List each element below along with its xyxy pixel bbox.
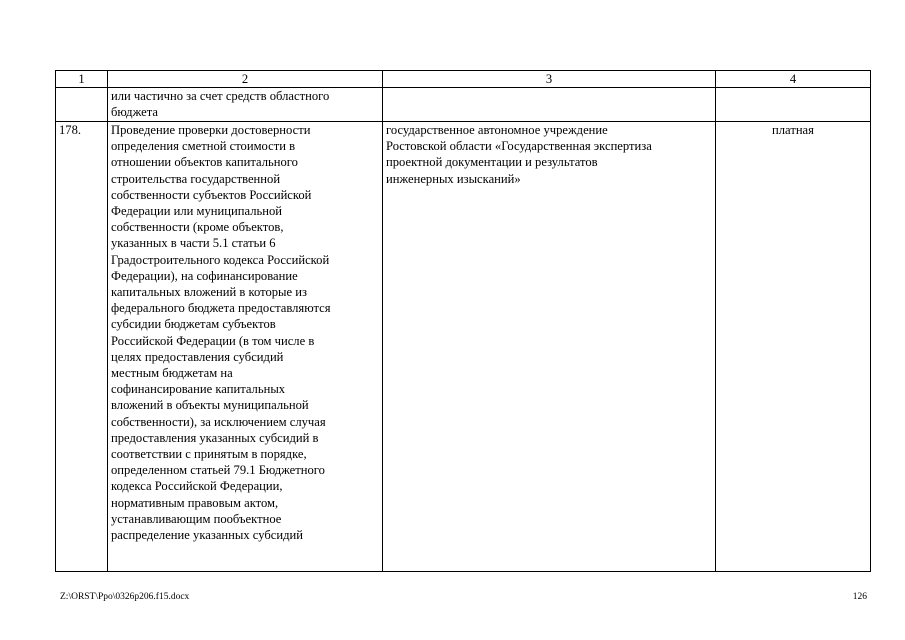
header-col-1: 1 [56, 71, 108, 88]
fee-type-cell [716, 88, 871, 122]
service-name-cell: Проведение проверки достоверности определения сметной стоимости в отношении объектов капитального строительства государственной собственности субъектов Российской Федерации или муниципальной собственности (кроме объектов, указанных в части 5.1 статьи 6 Градостроительного кодекса Российской Федерации), на софинансирование капитальных вложений в которые из федерального бюджета предоставляются субсидии бюджетам субъектов Российской Федерации (в том числе в целях предоставления субсидий местным бюджетам на софинансирование капитальных вложений в объекты муниципальной собственности), за исключением случая предоставления указанных субсидий в соответствии с принятым в порядке, определенном статьей 79.1 Бюджетного кодекса Российской Федерации, нормативным правовым актом, устанавливающим пообъектное распределение указанных субсидий [108, 122, 383, 572]
footer-file-path: Z:\ORST\Ppo\0326p206.f15.docx [60, 592, 190, 602]
header-col-2: 2 [108, 71, 383, 88]
row-number-cell: 178. [56, 122, 108, 572]
footer-page-number: 126 [852, 592, 867, 602]
table-header-row [56, 71, 871, 88]
services-table [55, 70, 871, 572]
organization-cell: государственное автономное учреждение Ростовской области «Государственная экспертиза проектной документации и результатов инженерных изысканий» [383, 122, 716, 572]
header-col-4: 4 [716, 71, 871, 88]
table-row-continuation [56, 88, 871, 122]
header-col-3: 3 [383, 71, 716, 88]
table-row-178 [56, 122, 871, 572]
service-name-cell: или частично за счет средств областного бюджета [108, 88, 383, 122]
row-number-cell [56, 88, 108, 122]
organization-cell [383, 88, 716, 122]
fee-type-cell: платная [716, 122, 871, 572]
